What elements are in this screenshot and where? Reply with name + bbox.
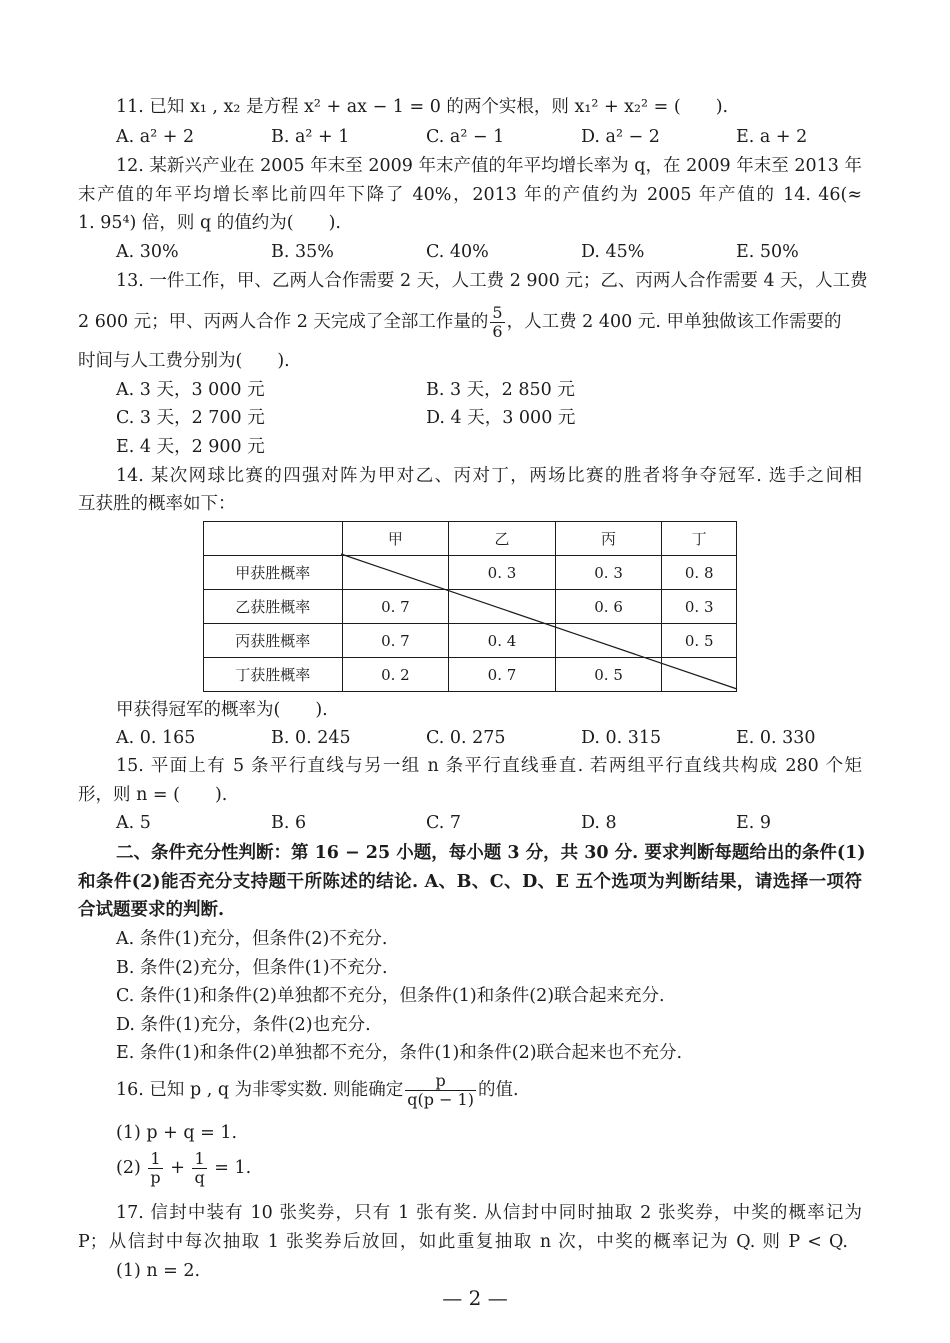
q14-option-c: C. 0. 275 bbox=[426, 728, 506, 748]
q13-option-a: A. 3 天，3 000 元 bbox=[116, 380, 265, 400]
q13-line1: 13. 一件工作，甲、乙两人合作需要 2 天，人工费 2 900 元；乙、丙两人合作需要 4 天，人工费 bbox=[116, 271, 868, 291]
q12-line1: 12. 某新兴产业在 2005 年末至 2009 年末产值的年平均增长率为 q，在 2009 年末至 2013 年 bbox=[116, 156, 862, 176]
q12-option-c: C. 40% bbox=[426, 242, 489, 262]
q16-cond2-suffix: = 1. bbox=[214, 1158, 252, 1178]
q16-cond2-fraction-2 bbox=[192, 1150, 206, 1187]
section2-option-c: C. 条件(1)和条件(2)单独都不充分，但条件(1)和条件(2)联合起来充分. bbox=[116, 986, 665, 1006]
q16-cond2-prefix: (2) bbox=[116, 1158, 141, 1178]
table-cell: 0. 5 bbox=[555, 658, 662, 692]
q16-condition-2 bbox=[116, 1148, 916, 1188]
table-header-cell: 丁 bbox=[662, 522, 737, 556]
q17-line1: 17. 信封中装有 10 张奖券，只有 1 张有奖. 从信封中同时抽取 2 张奖券，中奖的概率记为 bbox=[116, 1203, 862, 1223]
table-header-cell: 乙 bbox=[449, 522, 556, 556]
q11-stem: 11. 已知 x₁ , x₂ 是方程 x² + ax − 1 = 0 的两个实根，则 x₁² + x₂² = ( ). bbox=[116, 97, 729, 117]
q16-fraction-denominator: q(p − 1) bbox=[407, 1090, 474, 1109]
section2-option-b: B. 条件(2)充分，但条件(1)不充分. bbox=[116, 958, 388, 978]
q14-line2: 互获胜的概率如下： bbox=[78, 494, 236, 514]
q16-condition-1: (1) p + q = 1. bbox=[116, 1123, 238, 1143]
q12-option-a: A. 30% bbox=[116, 242, 179, 262]
table-row-label: 乙获胜概率 bbox=[204, 590, 343, 624]
q16-cond2-fraction-2-numerator: 1 bbox=[192, 1150, 206, 1169]
q15-option-b: B. 6 bbox=[271, 813, 307, 833]
q17-condition-1: (1) n = 2. bbox=[116, 1261, 201, 1281]
table-cell: 0. 7 bbox=[449, 658, 556, 692]
table-header-cell: 丙 bbox=[555, 522, 662, 556]
q16-cond2-fraction-1-numerator: 1 bbox=[148, 1150, 162, 1169]
q12-line2: 末产值的年平均增长率比前四年下降了 40%，2013 年的产值约为 2005 年产值的 14. 46(≈ bbox=[78, 185, 862, 205]
q16-cond2-fraction-2-denominator: q bbox=[194, 1168, 205, 1187]
q16-stem-start: 16. 已知 p , q 为非零实数. 则能确定 bbox=[116, 1080, 404, 1100]
q16-fraction-numerator: p bbox=[405, 1072, 476, 1091]
q15-option-e: E. 9 bbox=[736, 813, 772, 833]
q15-option-d: D. 8 bbox=[581, 813, 617, 833]
table-row-label: 丙获胜概率 bbox=[204, 624, 343, 658]
q11-option-d: D. a² − 2 bbox=[581, 127, 660, 147]
q13-fraction-denominator: 6 bbox=[492, 322, 503, 341]
q15-line2: 形，则 n = ( ). bbox=[78, 785, 228, 805]
q15-option-c: C. 7 bbox=[426, 813, 462, 833]
q13-option-e: E. 4 天，2 900 元 bbox=[116, 437, 265, 457]
table-cell: 0. 3 bbox=[555, 556, 662, 590]
table-cell: 0. 8 bbox=[662, 556, 737, 590]
q14-line1: 14. 某次网球比赛的四强对阵为甲对乙、丙对丁，两场比赛的胜者将争夺冠军. 选手之间相 bbox=[116, 466, 862, 486]
q11-option-e: E. a + 2 bbox=[736, 127, 808, 147]
q16-cond2-fraction-1-denominator: p bbox=[150, 1168, 161, 1187]
table-cell: 0. 7 bbox=[342, 624, 449, 658]
q11-option-a: A. a² + 2 bbox=[116, 127, 195, 147]
section2-option-e: E. 条件(1)和条件(2)单独都不充分，条件(1)和条件(2)联合起来也不充分. bbox=[116, 1043, 683, 1063]
q14-option-d: D. 0. 315 bbox=[581, 728, 662, 748]
q12-option-e: E. 50% bbox=[736, 242, 799, 262]
section2-option-d: D. 条件(1)充分，条件(2)也充分. bbox=[116, 1015, 371, 1035]
q14-question: 甲获得冠军的概率为( ). bbox=[116, 700, 328, 720]
q13-option-b: B. 3 天，2 850 元 bbox=[426, 380, 575, 400]
table-cell: 0. 2 bbox=[342, 658, 449, 692]
table-header-cell: 甲 bbox=[342, 522, 449, 556]
q13-option-d: D. 4 天，3 000 元 bbox=[426, 408, 576, 428]
table-cell: 0. 7 bbox=[342, 590, 449, 624]
table-row-label: 丁获胜概率 bbox=[204, 658, 343, 692]
table-diagonal-stroke bbox=[341, 554, 737, 689]
q14-option-e: E. 0. 330 bbox=[736, 728, 816, 748]
q15-line1: 15. 平面上有 5 条平行直线与另一组 n 条平行直线垂直. 若两组平行直线共构成 280 个矩 bbox=[116, 756, 862, 776]
q16-stem-end: 的值. bbox=[477, 1080, 519, 1100]
q13-line2-start: 2 600 元；甲、丙两人合作 2 天完成了全部工作量的 bbox=[78, 312, 489, 332]
section2-option-a: A. 条件(1)充分，但条件(2)不充分. bbox=[116, 929, 388, 949]
q11-option-c: C. a² − 1 bbox=[426, 127, 505, 147]
q16-fraction bbox=[405, 1072, 476, 1109]
table-cell: 0. 3 bbox=[662, 590, 737, 624]
q12-line3: 1. 95⁴) 倍，则 q 的值约为( ). bbox=[78, 213, 341, 233]
q17-line2: P；从信封中每次抽取 1 张奖券后放回，如此重复抽取 n 次，中奖的概率记为 Q. 则 P < Q. bbox=[78, 1232, 848, 1252]
table-cell: 0. 3 bbox=[449, 556, 556, 590]
table-row-label: 甲获胜概率 bbox=[204, 556, 343, 590]
q16-cond2-fraction-1 bbox=[148, 1150, 162, 1187]
page-number: — 2 — bbox=[442, 1286, 508, 1310]
q13-line2-end: ，人工费 2 400 元. 甲单独做该工作需要的 bbox=[506, 312, 842, 332]
section2-heading-line1: 二、条件充分性判断：第 16 − 25 小题，每小题 3 分，共 30 分. 要求判断每题给出的条件(1) bbox=[116, 843, 866, 863]
q13-option-c: C. 3 天，2 700 元 bbox=[116, 408, 265, 428]
q14-option-b: B. 0. 245 bbox=[271, 728, 351, 748]
table-cell: 0. 6 bbox=[555, 590, 662, 624]
q16-stem bbox=[116, 1070, 916, 1110]
q12-option-b: B. 35% bbox=[271, 242, 334, 262]
q13-line3: 时间与人工费分别为( ). bbox=[78, 351, 290, 371]
q12-option-d: D. 45% bbox=[581, 242, 645, 262]
section2-heading-line2: 和条件(2)能否充分支持题干所陈述的结论. A、B、C、D、E 五个选项为判断结果，请选择一项符 bbox=[78, 872, 862, 892]
q15-option-a: A. 5 bbox=[116, 813, 151, 833]
table-cell: 0. 4 bbox=[449, 624, 556, 658]
q16-cond2-plus: + bbox=[170, 1158, 185, 1178]
q13-fraction-numerator: 5 bbox=[492, 303, 503, 322]
section2-heading-line3: 合试题要求的判断. bbox=[78, 900, 225, 920]
q14-option-a: A. 0. 165 bbox=[116, 728, 196, 748]
table-cell: 0. 5 bbox=[662, 624, 737, 658]
q11-option-b: B. a² + 1 bbox=[271, 127, 350, 147]
